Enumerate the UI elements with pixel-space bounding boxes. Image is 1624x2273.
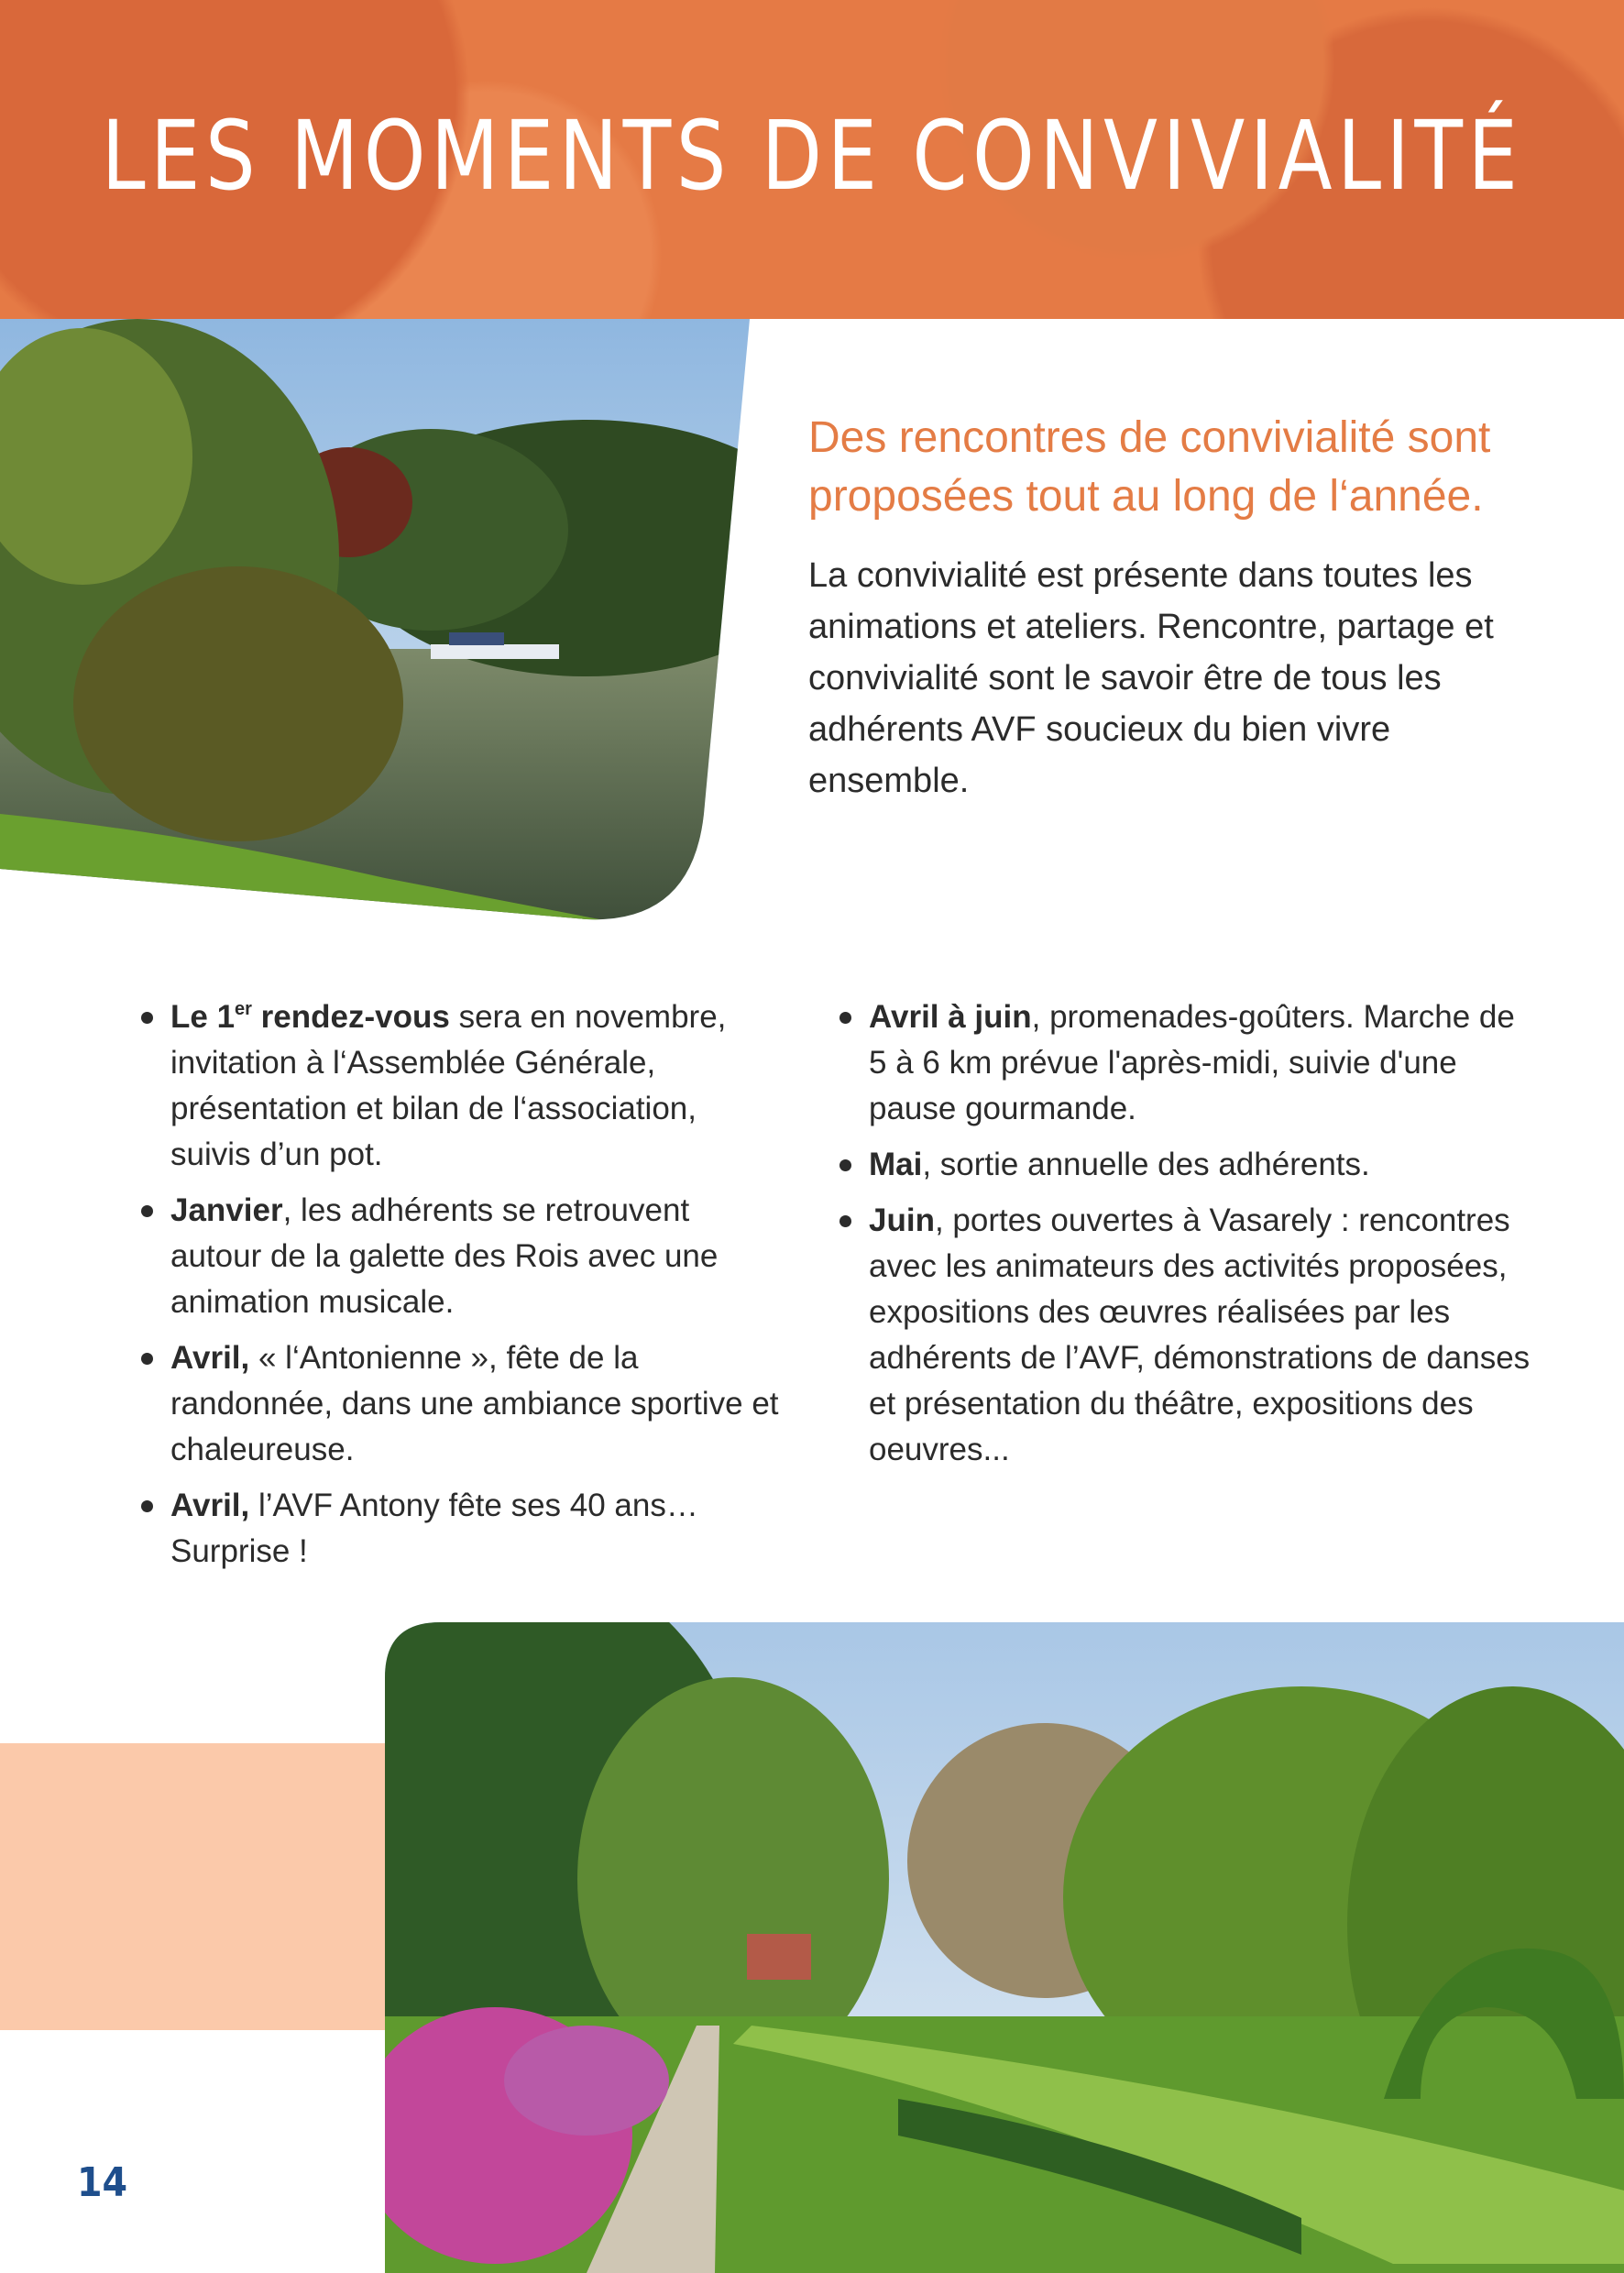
- bullet-icon: [141, 1353, 153, 1365]
- intro-section: [808, 409, 1542, 807]
- event-description: l’AVF Antony fête ses 40 ans… Surprise !: [170, 1488, 698, 1569]
- event-description: sera en novembre, invitation à l‘Assemblée Générale, présentation et bilan de l‘association, suivis d’un pot.: [170, 999, 727, 1172]
- event-date: Avril,: [170, 1340, 250, 1376]
- intro-heading: Des rencontres de convivialité sont proposées tout au long de l‘année.: [808, 413, 1491, 521]
- garden-photo: [385, 1622, 1624, 2273]
- events-list-right: [836, 994, 1532, 1483]
- list-item: [137, 1483, 779, 1575]
- list-item: [836, 1142, 1532, 1188]
- river-photo: [0, 319, 761, 924]
- list-item: [836, 994, 1532, 1132]
- bullet-icon: [141, 1012, 153, 1024]
- event-description: , sortie annuelle des adhérents.: [922, 1147, 1370, 1182]
- event-description: « l‘Antonienne », fête de la randonnée, dans une ambiance sportive et chaleureuse.: [170, 1340, 779, 1467]
- event-date: Avril à juin: [869, 999, 1032, 1035]
- event-date: Janvier: [170, 1192, 283, 1228]
- event-date: Avril,: [170, 1488, 250, 1523]
- event-date: Mai: [869, 1147, 923, 1182]
- list-item: [137, 994, 779, 1178]
- list-item: [137, 1335, 779, 1473]
- event-date: Le 1er rendez-vous: [170, 999, 450, 1035]
- list-item: [137, 1188, 779, 1325]
- header-banner: [0, 0, 1624, 319]
- events-list-left: [137, 994, 779, 1585]
- page-title: LES MOMENTS DE CONVIVIALITÉ: [101, 100, 1523, 212]
- bullet-icon: [839, 1215, 851, 1227]
- event-date: Juin: [869, 1202, 935, 1238]
- bullet-icon: [839, 1159, 851, 1171]
- event-description: , promenades-goûters. Marche de 5 à 6 km prévue l'après-midi, suivie d'une pause gourmande.: [869, 999, 1515, 1126]
- list-item: [836, 1198, 1532, 1473]
- bullet-icon: [141, 1205, 153, 1217]
- intro-paragraph: La convivialité est présente dans toutes les animations et ateliers. Rencontre, partage et convivialité sont le savoir être de tous les adhérents AVF soucieux du bien vivre ensemble.: [808, 556, 1494, 800]
- decorative-block: [0, 1743, 385, 2030]
- bullet-icon: [141, 1500, 153, 1512]
- bullet-icon: [839, 1012, 851, 1024]
- page-number: 14: [77, 2159, 128, 2206]
- event-description: , portes ouvertes à Vasarely : rencontres avec les animateurs des activités proposées, expositions des œuvres réalisées par les adhérents de l’AVF, démonstrations de danses et présentation du théâtre, expositions des oeuvres...: [869, 1202, 1531, 1467]
- event-description: , les adhérents se retrouvent autour de la galette des Rois avec une animation musicale.: [170, 1192, 719, 1320]
